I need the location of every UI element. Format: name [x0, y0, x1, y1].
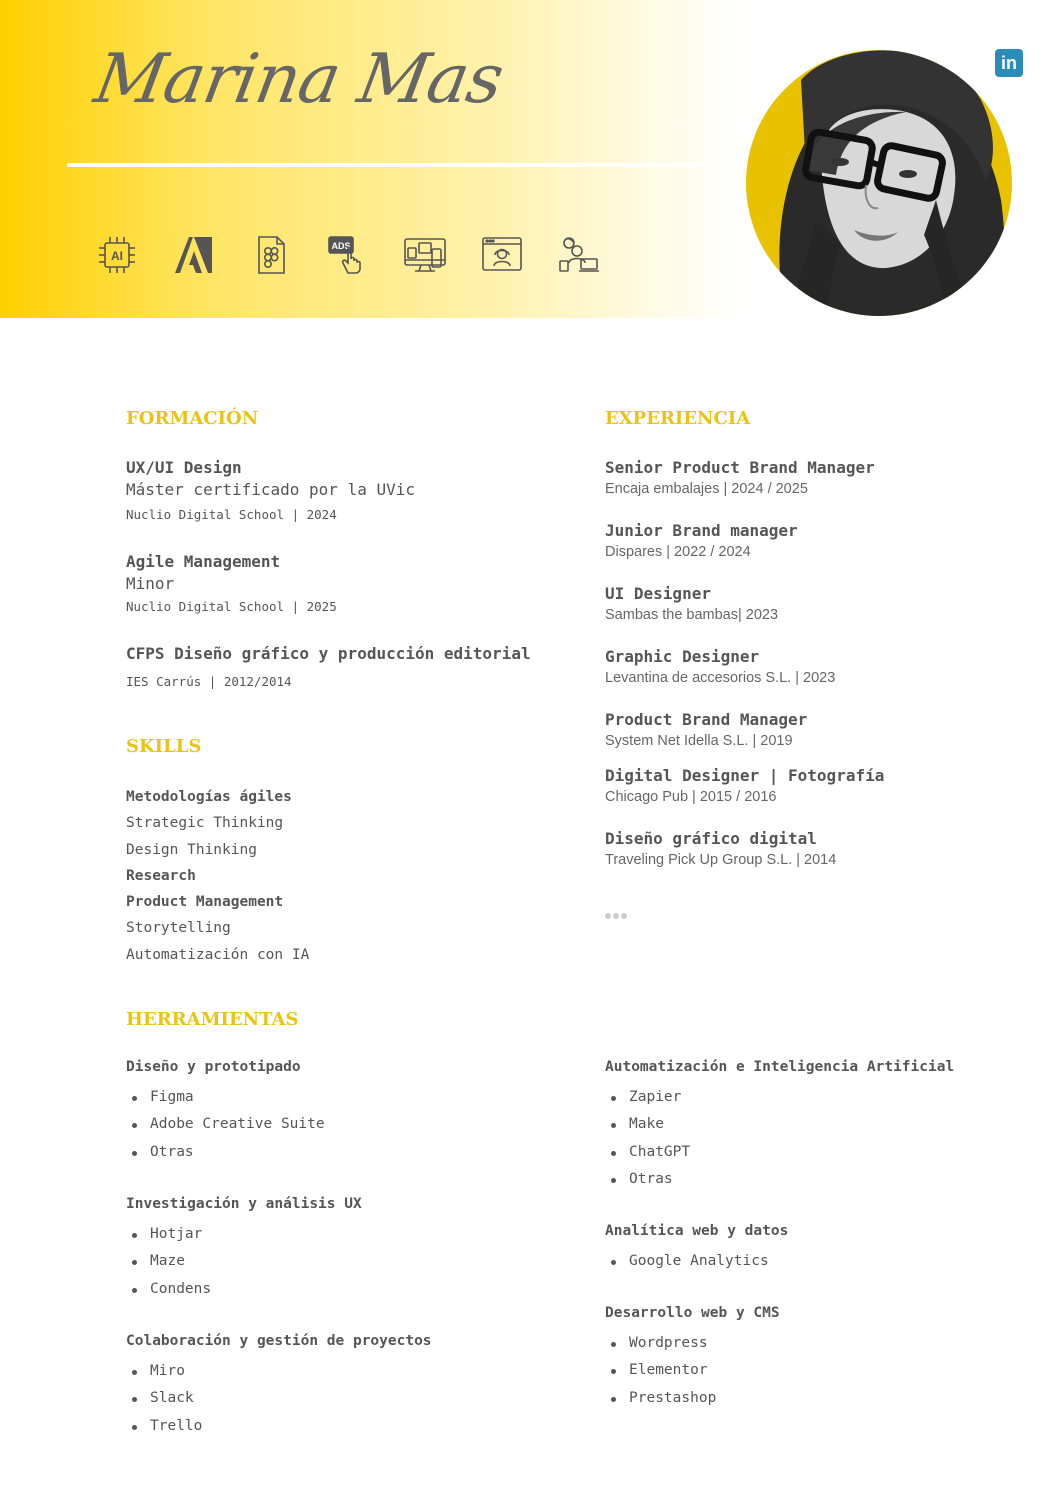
tool-list-item: Hotjar	[126, 1221, 362, 1248]
tool-group	[126, 1331, 432, 1440]
education-item	[126, 643, 531, 692]
education-subtitle: Minor	[126, 574, 175, 593]
section-title-formacion: FORMACIÓN	[126, 408, 259, 429]
experience-item	[605, 646, 835, 688]
ads-click-icon	[325, 232, 371, 278]
tool-list-item: Figma	[126, 1084, 325, 1111]
tool-list-item: Condens	[126, 1276, 362, 1303]
tool-list-item: Prestashop	[605, 1385, 780, 1412]
experience-meta: Traveling Pick Up Group S.L. | 2014	[605, 852, 837, 868]
skills-list	[126, 784, 309, 968]
experience-title: Junior Brand manager	[605, 521, 798, 540]
experience-meta: Levantina de accesorios S.L. | 2023	[605, 670, 836, 686]
experience-item	[605, 765, 884, 807]
tool-list	[126, 1221, 362, 1303]
experience-title: UI Designer	[605, 584, 711, 603]
experience-meta: System Net Idella S.L. | 2019	[605, 733, 793, 749]
tool-list	[126, 1084, 325, 1166]
more-dots-icon	[605, 913, 627, 919]
experience-title: Digital Designer | Fotografía	[605, 766, 885, 785]
svg-text:ADS: ADS	[331, 241, 351, 251]
tool-list-item: Google Analytics	[605, 1248, 788, 1275]
tool-group-title: Diseño y prototipado	[126, 1059, 301, 1075]
experience-item	[605, 457, 875, 499]
tool-list-item: Miro	[126, 1358, 432, 1385]
tool-list-item: Adobe Creative Suite	[126, 1111, 325, 1138]
tool-group	[126, 1194, 362, 1303]
tool-group	[605, 1057, 954, 1193]
experience-title: Graphic Designer	[605, 647, 760, 666]
ai-chip-icon	[94, 232, 140, 278]
tool-group-title: Colaboración y gestión de proyectos	[126, 1333, 432, 1349]
experience-title: Diseño gráfico digital	[605, 829, 817, 848]
skill-item: Strategic Thinking	[126, 815, 284, 832]
profile-photo-circle	[746, 50, 1012, 316]
experience-title: Product Brand Manager	[605, 710, 808, 729]
tool-list-item: Slack	[126, 1385, 432, 1412]
portrait-illustration	[746, 50, 1012, 316]
education-meta: Nuclio Digital School | 2025	[126, 599, 337, 614]
header-divider	[67, 163, 707, 167]
tool-list	[605, 1330, 780, 1412]
tool-group	[605, 1221, 788, 1275]
experience-item	[605, 709, 807, 751]
experience-item	[605, 828, 836, 870]
education-item	[126, 551, 337, 617]
education-title: UX/UI Design	[126, 458, 242, 477]
responsive-devices-icon	[402, 232, 448, 278]
tool-list-item: Elementor	[605, 1357, 780, 1384]
tool-group-title: Analítica web y datos	[605, 1223, 789, 1239]
experience-meta: Chicago Pub | 2015 / 2016	[605, 789, 777, 805]
tool-list-item: ChatGPT	[605, 1139, 954, 1166]
tool-list-item: Trello	[126, 1413, 432, 1440]
tool-list-item: Make	[605, 1111, 954, 1138]
skill-item: Storytelling	[126, 920, 231, 937]
tool-list	[605, 1084, 954, 1193]
tool-icons-row	[94, 232, 602, 278]
browser-user-icon	[479, 232, 525, 278]
education-meta: Nuclio Digital School | 2024	[126, 507, 337, 522]
tool-list-item: Otras	[126, 1139, 325, 1166]
tool-group-title: Investigación y análisis UX	[126, 1196, 362, 1212]
linkedin-icon[interactable]: in	[995, 49, 1023, 77]
team-laptop-icon	[556, 232, 602, 278]
skill-item: Product Management	[126, 894, 284, 911]
experience-meta: Sambas the bambas| 2023	[605, 607, 779, 623]
tool-list-item: Wordpress	[605, 1330, 780, 1357]
tool-group	[126, 1057, 325, 1166]
section-title-experiencia: EXPERIENCIA	[605, 408, 751, 429]
tool-list	[605, 1248, 788, 1275]
tool-list	[126, 1358, 432, 1440]
experience-meta: Dispares | 2022 / 2024	[605, 544, 751, 560]
tool-list-item: Maze	[126, 1248, 362, 1275]
tool-list-item: Otras	[605, 1166, 954, 1193]
tool-group	[605, 1303, 780, 1412]
experience-item	[605, 520, 798, 562]
section-title-herramientas: HERRAMIENTAS	[126, 1009, 299, 1030]
skill-item: Design Thinking	[126, 841, 257, 858]
profile-photo	[746, 34, 1012, 316]
experience-item	[605, 583, 778, 625]
education-item	[126, 457, 415, 525]
tool-list-item: Zapier	[605, 1084, 954, 1111]
education-title: Agile Management	[126, 552, 281, 571]
experience-title: Senior Product Brand Manager	[605, 458, 875, 477]
adobe-icon	[171, 232, 217, 278]
skill-item: Automatización con IA	[126, 946, 310, 963]
tool-group-title: Desarrollo web y CMS	[605, 1305, 780, 1321]
skill-item: Research	[126, 867, 196, 884]
skill-item: Metodologías ágiles	[126, 789, 292, 805]
experience-meta: Encaja embalajes | 2024 / 2025	[605, 481, 808, 497]
section-title-skills: SKILLS	[126, 736, 202, 757]
education-meta: IES Carrús | 2012/2014	[126, 674, 292, 689]
education-subtitle: Máster certificado por la UVic	[126, 480, 415, 499]
education-title: CFPS Diseño gráfico y producción editorial	[126, 644, 531, 663]
tool-group-title: Automatización e Inteligencia Artificial	[605, 1059, 955, 1075]
candidate-name: Marina Mas	[89, 40, 509, 119]
figma-file-icon	[248, 232, 294, 278]
svg-text:AI: AI	[111, 249, 123, 263]
